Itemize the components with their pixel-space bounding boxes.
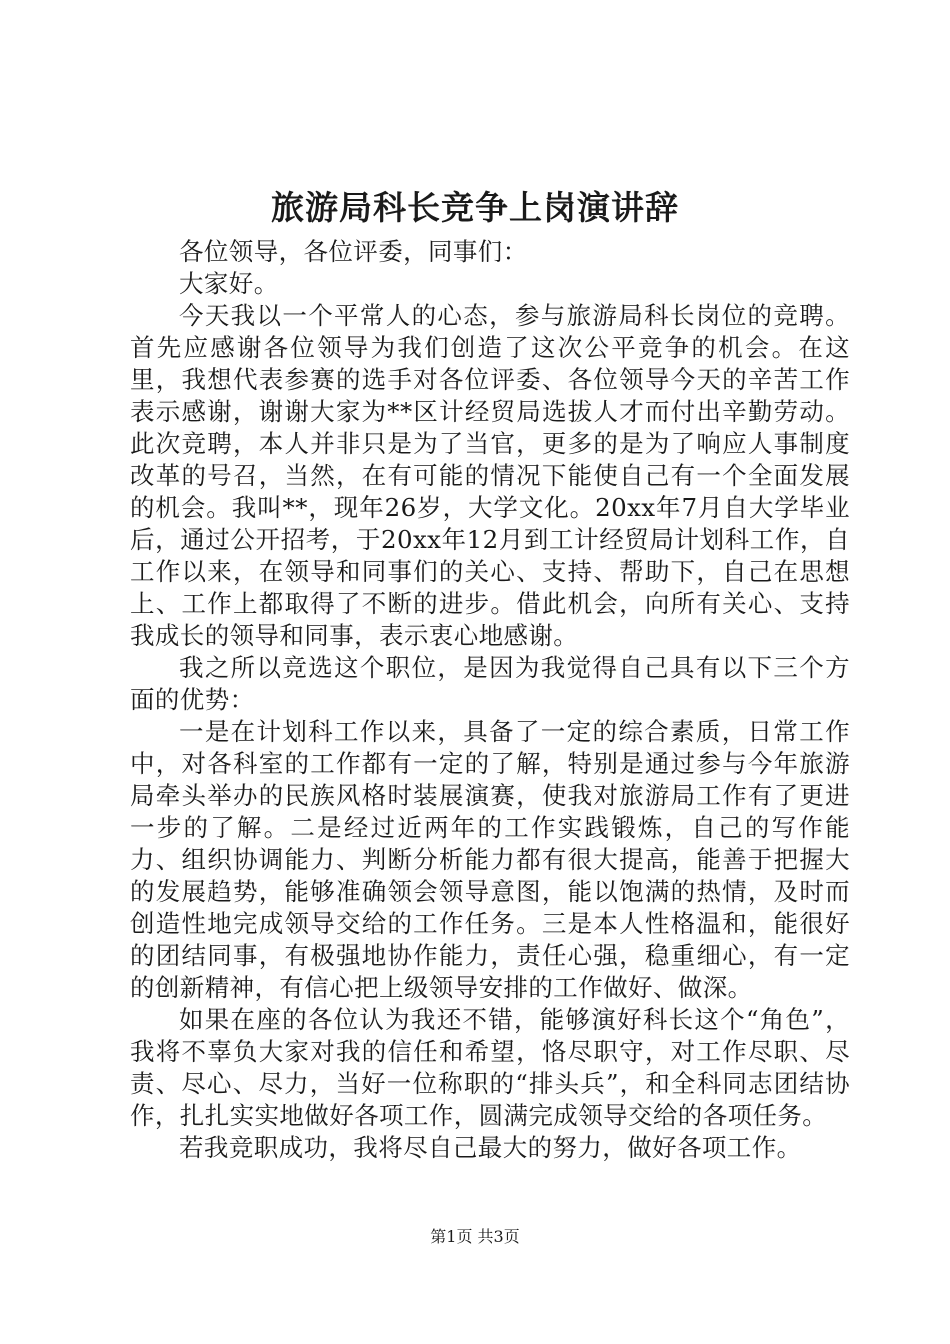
paragraph-reason: 我之所以竞选这个职位，是因为我觉得自己具有以下三个方面的优势：: [130, 653, 850, 714]
paragraph-advantages: 一是在计划科工作以来，具备了一定的综合素质，日常工作中，对各科室的工作都有一定的了解，特别是通过参与今年旅游局牵头举办的民族风格时装展演赛，使我对旅游局工作有了更进一步的了解。二是经过近两年的工作实践锻炼，自己的写作能力、组织协调能力、判断分析能力都有很大提高，能善于把握大的发展趋势，能够准确领会领导意图，能以饱满的热情，及时而创造性地完成领导交给的工作任务。三是本人性格温和，能很好的团结同事，有极强地协作能力，责任心强，稳重细心，有一定的创新精神，有信心把上级领导安排的工作做好、做深。: [130, 717, 850, 1002]
document-body: [130, 236, 850, 1164]
paragraph-commitment: 如果在座的各位认为我还不错，能够演好科长这个“角色”，我将不辜负大家对我的信任和希望，恪尽职守，对工作尽职、尽责、尽心、尽力，当好一位称职的“排头兵”，和全科同志团结协作，扎扎实实地做好各项工作，圆满完成领导交给的各项任务。: [130, 1005, 850, 1130]
paragraph-salutation: 各位领导，各位评委，同事们：: [179, 237, 528, 266]
paragraph-introduction: 今天我以一个平常人的心态，参与旅游局科长岗位的竞聘。首先应感谢各位领导为我们创造了这次公平竞争的机会。在这里，我想代表参赛的选手对各位评委、各位领导今天的辛苦工作表示感谢，谢谢大家为**区计经贸局选拔人才而付出辛勤劳动。此次竞聘，本人并非只是为了当官，更多的是为了响应人事制度改革的号召，当然，在有可能的情况下能使自己有一个全面发展的机会。我叫**，现年26岁，大学文化。20xx年7月自大学毕业后，通过公开招考，于20xx年12月到工计经贸局计划科工作，自工作以来，在领导和同事们的关心、支持、帮助下，自己在思想上、工作上都取得了不断的进步。借此机会，向所有关心、支持我成长的领导和同事，表示衷心地感谢。: [130, 301, 850, 650]
paragraph-greeting: 大家好。: [179, 269, 279, 298]
page-number-footer: 第1页 共3页: [430, 1227, 520, 1246]
document-title: 旅游局科长竞争上岗演讲辞: [271, 188, 679, 227]
paragraph-closing: 若我竞职成功，我将尽自己最大的努力，做好各项工作。: [179, 1133, 802, 1162]
